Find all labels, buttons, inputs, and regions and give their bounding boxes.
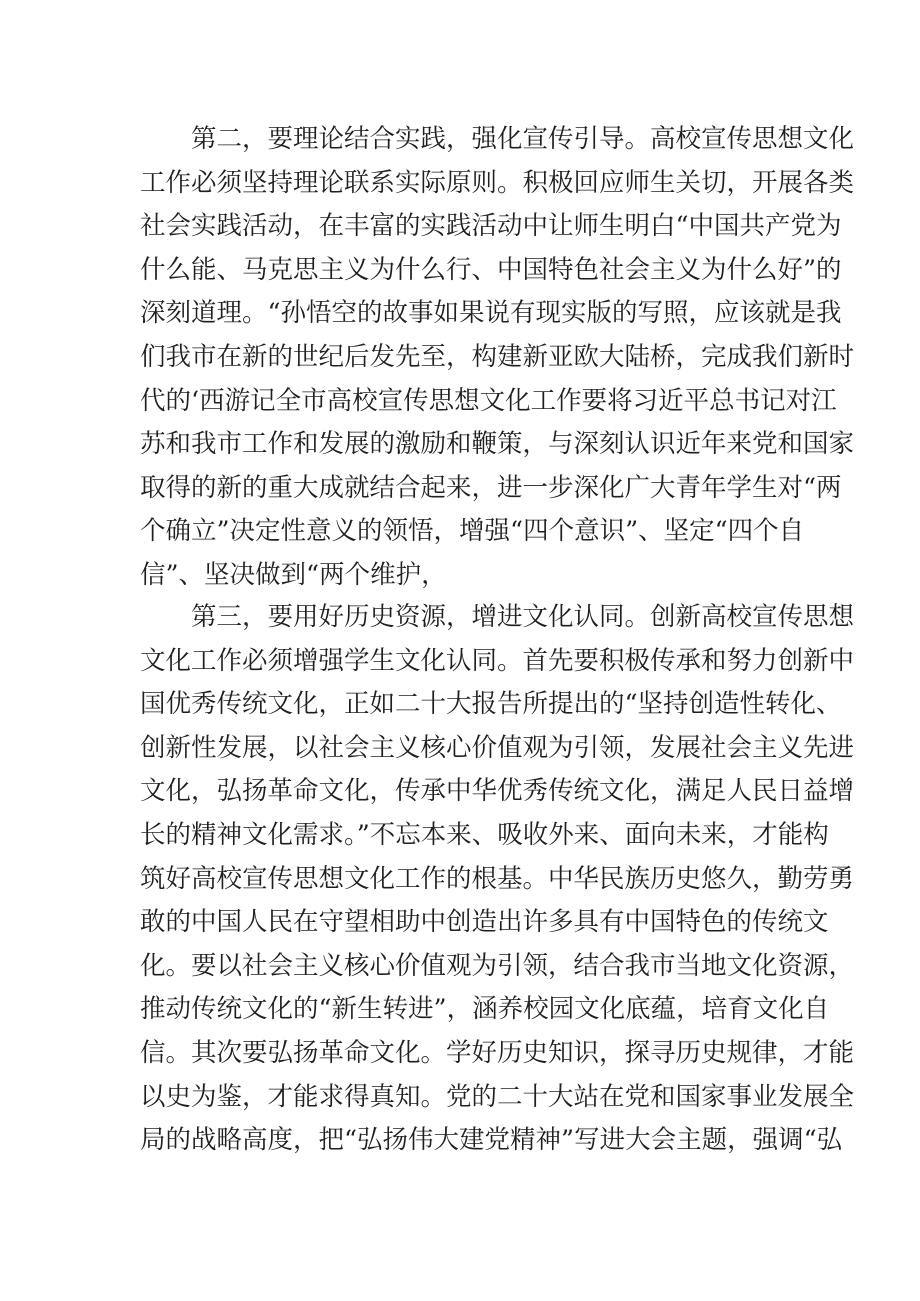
text-line: 个确立”决定性意义的领悟，增强“四个意识”、坚定“四个自 [140, 516, 805, 547]
paragraph-theory-practice [140, 118, 855, 598]
text-line: 文化工作必须增强学生文化认同。首先要积极传承和努力创新中 [140, 645, 855, 676]
text-line: 敢的中国人民在守望相助中创造出许多具有中国特色的传统文 [140, 907, 829, 938]
text-line: 们我市在新的世纪后发先至，构建新亚欧大陆桥，完成我们新时 [140, 341, 855, 372]
text-line: 信”、坚决做到“两个维护， [140, 559, 447, 590]
text-line: 文化，弘扬革命文化，传承中华优秀传统文化，满足人民日益增 [140, 776, 855, 807]
text-line: 化。要以社会主义核心价值观为引领，结合我市当地文化资源， [140, 950, 855, 981]
text-line: 国优秀传统文化，正如二十大报告所提出的“坚持创造性转化、 [140, 689, 842, 720]
text-line: 第二，要理论结合实践，强化宣传引导。高校宣传思想文化 [191, 124, 855, 154]
text-line: 代的‘西游记全市高校宣传思想文化工作要将习近平总书记对江 [140, 385, 837, 416]
text-line: 取得的新的重大成就结合起来，进一步深化广大青年学生对“两 [140, 472, 842, 503]
text-line: 社会实践活动，在丰富的实践活动中让师生明白“中国共产党为 [140, 211, 842, 242]
text-line: 长的精神文化需求。”不忘本来、吸收外来、面向未来，才能构 [140, 819, 829, 850]
text-line: 工作必须坚持理论联系实际原则。积极回应师生关切，开展各类 [140, 167, 855, 198]
text-line: 第三，要用好历史资源，增进文化认同。创新高校宣传思想 [191, 602, 855, 632]
text-line: 筑好高校宣传思想文化工作的根基。中华民族历史悠久，勤劳勇 [140, 863, 855, 894]
text-line: 局的战略高度，把“弘扬伟大建党精神”写进大会主题，强调“弘 [140, 1125, 843, 1156]
paragraph-history-culture [140, 596, 855, 1163]
text-line: 创新性发展，以社会主义核心价值观为引领，发展社会主义先进 [140, 732, 855, 763]
text-line: 什么能、马克思主义为什么行、中国特色社会主义为什么好”的 [140, 254, 842, 285]
text-line: 信。其次要弘扬革命文化。学好历史知识，探寻历史规律，才能 [140, 1037, 855, 1068]
text-line: 以史为鉴，才能求得真知。党的二十大站在党和国家事业发展全 [140, 1081, 855, 1112]
text-line: 深刻道理。“孙悟空的故事如果说有现实版的写照，应该就是我 [140, 298, 842, 329]
text-line: 苏和我市工作和发展的激励和鞭策，与深刻认识近年来党和国家 [140, 429, 855, 460]
text-line: 推动传统文化的“新生转进”，涵养校园文化底蕴，培育文化自 [140, 994, 830, 1025]
